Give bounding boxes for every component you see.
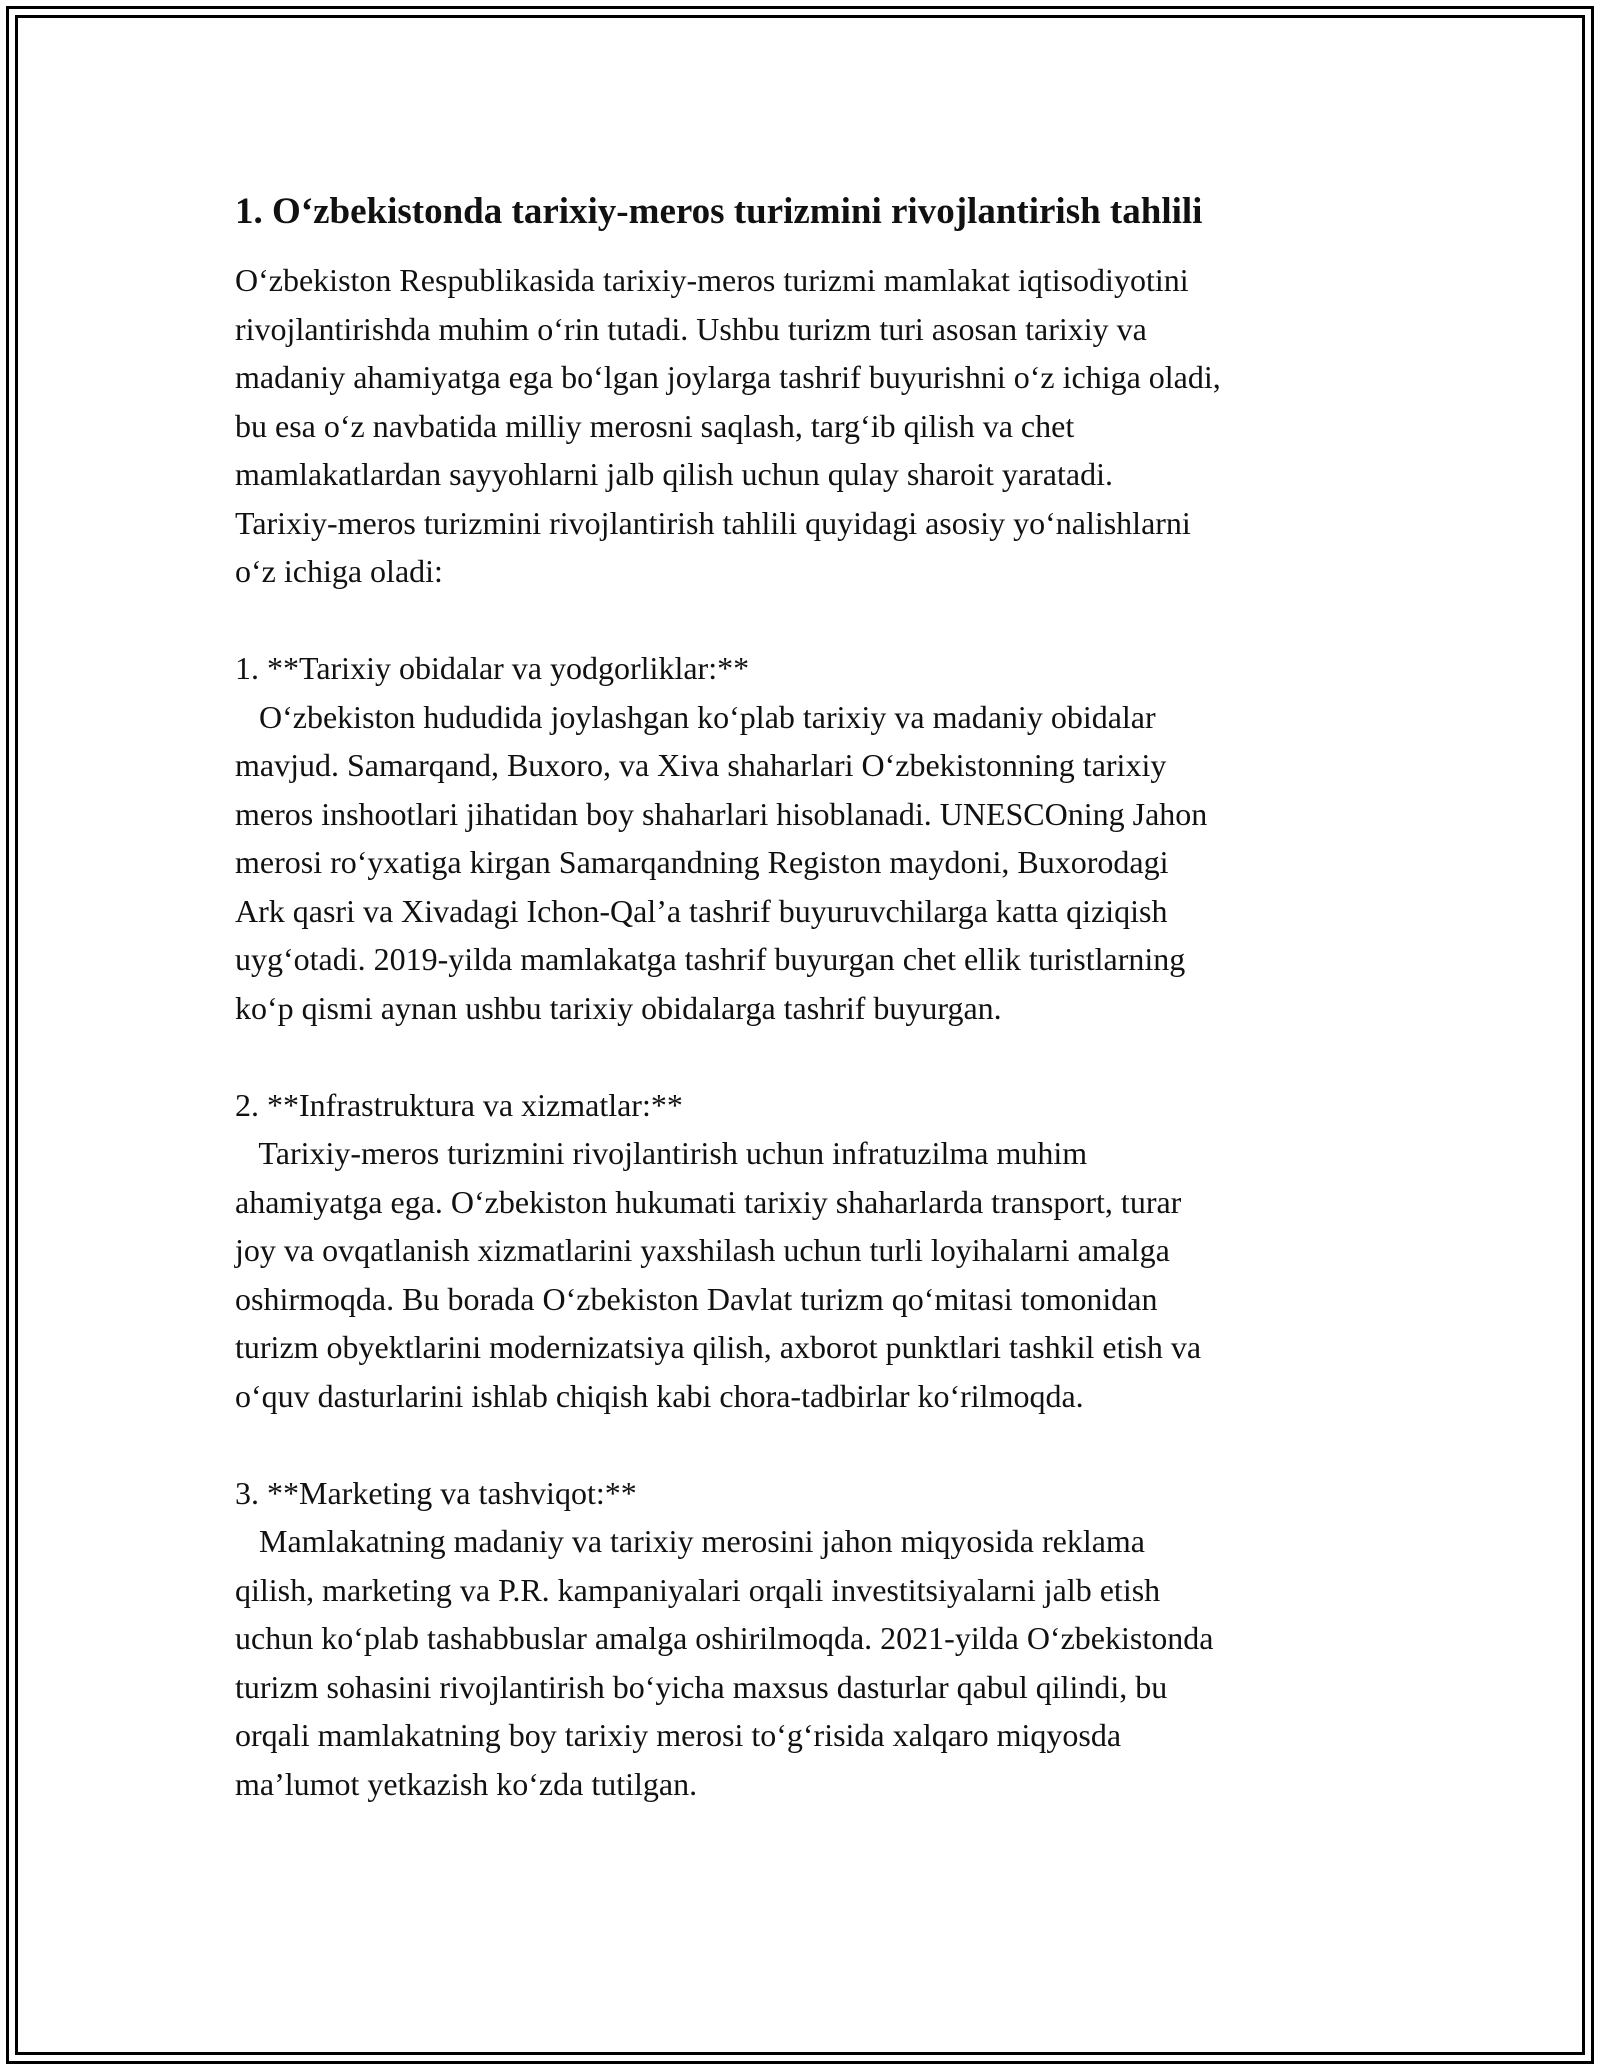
paragraph-spacer: [235, 1032, 1385, 1081]
text-line: Oʻzbekiston Respublikasida tarixiy-meros turizmi mamlakat iqtisodiyotini: [235, 262, 1189, 298]
text-line: Mamlakatning madaniy va tarixiy merosini jahon miqyosida reklama: [235, 1523, 1145, 1559]
section-3: [235, 1469, 1385, 1809]
text-line: Tarixiy-meros turizmini rivojlantirish tahlili quyidagi asosiy yoʻnalishlarni: [235, 504, 1191, 541]
text-line: merosi roʻyxatiga kirgan Samarqandning Registon maydoni, Buxorodagi: [235, 844, 1169, 880]
text-line: ma’lumot yetkazish koʻzda tutilgan.: [235, 1765, 698, 1802]
text-line: mamlakatlardan sayyohlarni jalb qilish uchun qulay sharoit yaratadi.: [235, 456, 1113, 492]
text-line: Ark qasri va Xivadagi Ichon-Qal’a tashrif buyuruvchilarga katta qiziqish: [235, 892, 1168, 929]
text-line: madaniy ahamiyatga ega boʻlgan joylarga tashrif buyurishni oʻz ichiga oladi,: [235, 359, 1221, 395]
text-line: ahamiyatga ega. Oʻzbekiston hukumati tarixiy shaharlarda transport, turar: [235, 1183, 1182, 1220]
section-1: [235, 644, 1385, 1032]
text-line: qilish, marketing va P.R. kampaniyalari orqali investitsiyalarni jalb etish: [235, 1571, 1161, 1608]
text-line: meros inshootlari jihatidan boy shaharlari hisoblanadi. UNESCOning Jahon: [235, 795, 1208, 832]
text-line: joy va ovqatlanish xizmatlarini yaxshilash uchun turli loyihalarni amalga: [235, 1232, 1170, 1268]
document-heading: 1. Oʻzbekistonda tarixiy-meros turizmini rivojlantirish tahlili: [235, 191, 1203, 232]
section-title: 3. **Marketing va tashviqot:**: [235, 1474, 637, 1511]
text-line: oʻquv dasturlarini ishlab chiqish kabi chora-tadbirlar koʻrilmoqda.: [235, 1377, 1084, 1414]
text-line: rivojlantirishda muhim oʻrin tutadi. Ushbu turizm turi asosan tarixiy va: [235, 310, 1147, 347]
text-line: turizm sohasini rivojlantirish boʻyicha maxsus dasturlar qabul qilindi, bu: [235, 1668, 1168, 1705]
paragraph-spacer: [235, 596, 1385, 645]
paragraph-spacer: [235, 1420, 1385, 1469]
intro-paragraph: [235, 256, 1385, 596]
section-title: 2. **Infrastruktura va xizmatlar:**: [235, 1086, 683, 1123]
text-line: uchun koʻplab tashabbuslar amalga oshirilmoqda. 2021-yilda Oʻzbekistonda: [235, 1620, 1214, 1656]
text-line: oʻz ichiga oladi:: [235, 553, 443, 589]
text-line: bu esa oʻz navbatida milliy merosni saqlash, targʻib qilish va chet: [235, 407, 1075, 444]
section-2: [235, 1081, 1385, 1421]
document-page: [235, 188, 1385, 1808]
section-title: 1. **Tarixiy obidalar va yodgorliklar:**: [235, 650, 750, 686]
text-line: Oʻzbekiston hududida joylashgan koʻplab tarixiy va madaniy obidalar: [235, 698, 1156, 735]
text-line: koʻp qismi aynan ushbu tarixiy obidalarga tashrif buyurgan.: [235, 989, 1002, 1026]
text-line: uygʻotadi. 2019-yilda mamlakatga tashrif buyurgan chet ellik turistlarning: [235, 941, 1186, 977]
text-line: Tarixiy-meros turizmini rivojlantirish uchun infratuzilma muhim: [235, 1135, 1088, 1171]
text-line: orqali mamlakatning boy tarixiy merosi toʻgʻrisida xalqaro miqyosda: [235, 1717, 1122, 1753]
text-line: oshirmoqda. Bu borada Oʻzbekiston Davlat turizm qoʻmitasi tomonidan: [235, 1280, 1158, 1317]
text-line: mavjud. Samarqand, Buxoro, va Xiva shaharlari Oʻzbekistonning tarixiy: [235, 747, 1167, 783]
text-line: turizm obyektlarini modernizatsiya qilish, axborot punktlari tashkil etish va: [235, 1329, 1202, 1365]
